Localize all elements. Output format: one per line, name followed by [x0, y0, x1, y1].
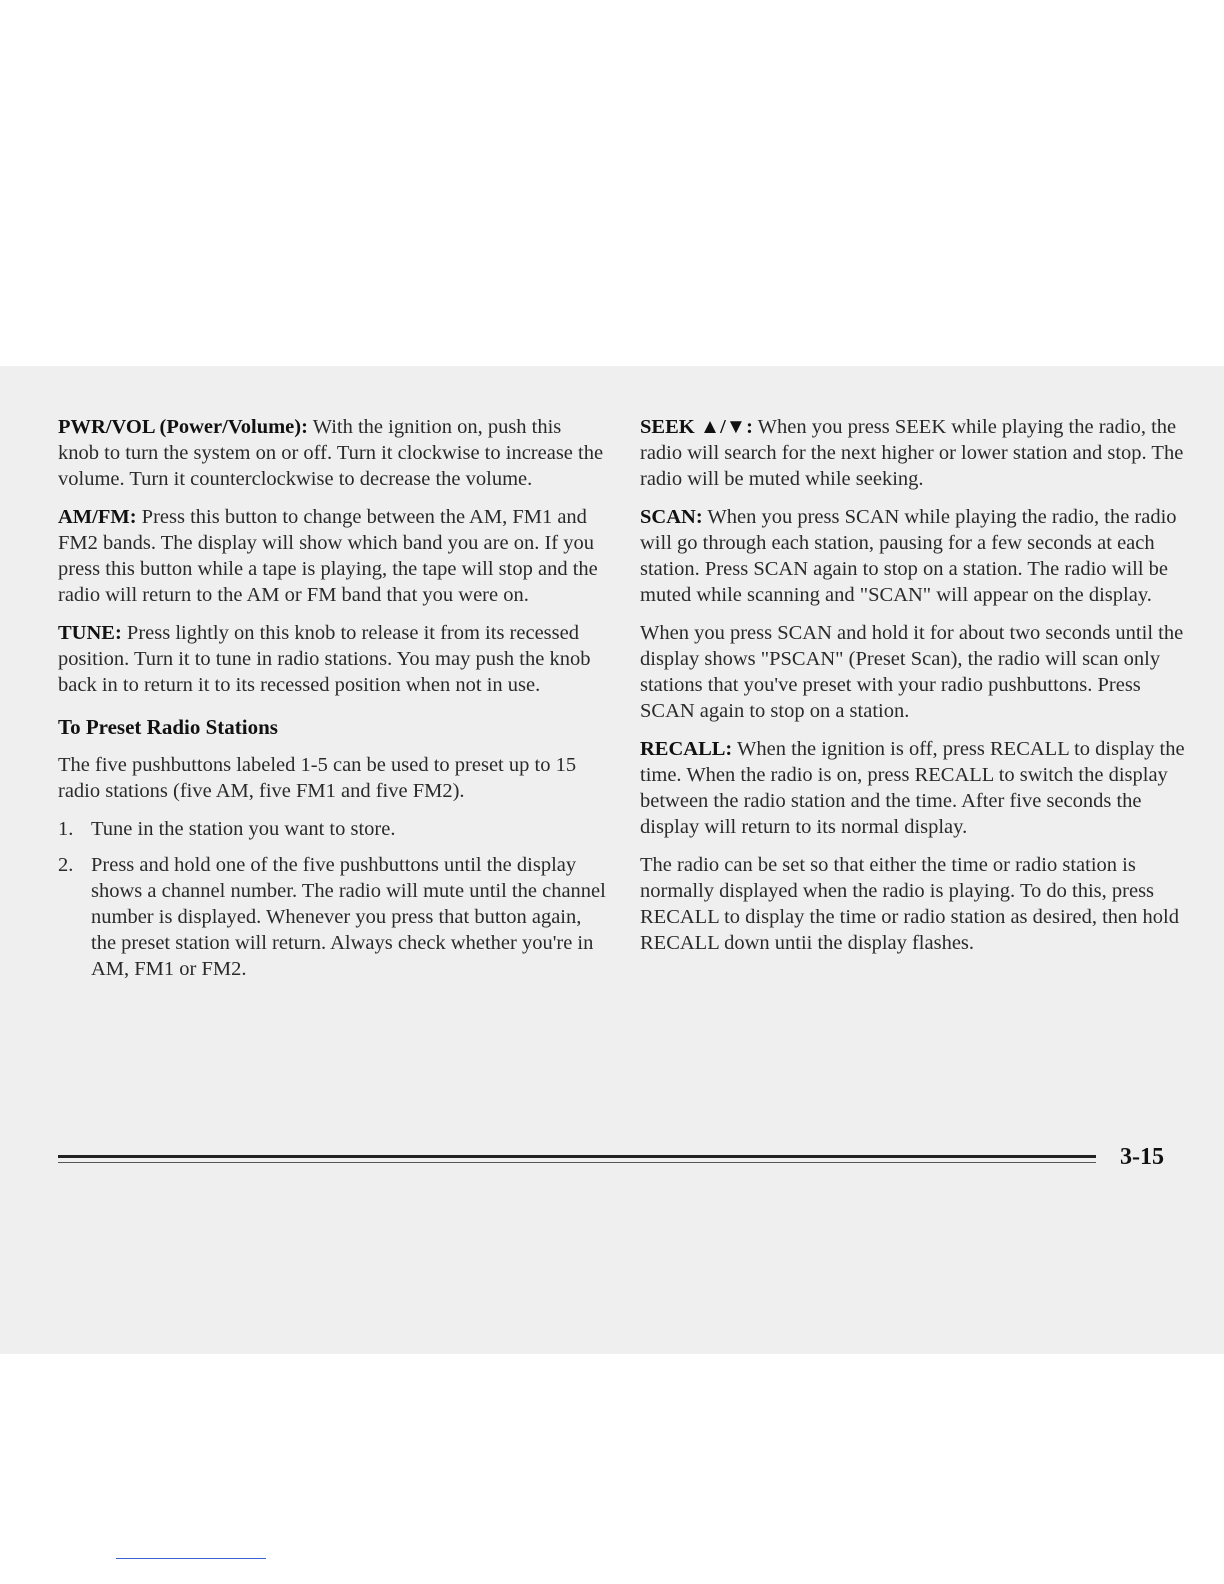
pscan-paragraph: When you press SCAN and hold it for about two seconds until the display shows "PSCAN" (Preset Scan), the radio will scan only stations that you've preset with your radio pushbuttons. Press SCAN again to stop on a station.: [640, 622, 1184, 722]
recall-text: When the ignition is off, press RECALL to display the time. When the radio is on, press RECALL to switch the display between the radio station and the time. After five seconds the display will return to its normal display.: [640, 738, 1185, 838]
am-fm-paragraph: [58, 504, 606, 608]
footer-rule-thin: [58, 1162, 1096, 1163]
pwr-vol-term: PWR/VOL (Power/Volume):: [58, 416, 308, 438]
pwr-vol-paragraph: [58, 414, 606, 492]
recall-term: RECALL:: [640, 738, 733, 760]
page-number: 3-15: [1120, 1144, 1164, 1170]
step-number: 2.: [58, 854, 74, 876]
preset-intro: The five pushbuttons labeled 1-5 can be used to preset up to 15 radio stations (five AM, five FM1 and five FM2).: [58, 754, 577, 802]
seek-text: When you press SEEK while playing the radio, the radio will search for the next higher or lower station and stop. The radio will be muted while seeking.: [640, 416, 1184, 490]
tune-text: Press lightly on this knob to release it from its recessed position. Turn it to tune in radio stations. You may push the knob back in to return it to its recessed position when not in use.: [58, 622, 591, 696]
pwr-vol-text: With the ignition on, push this knob to turn the system on or off. Turn it clockwise to increase the volume. Turn it counterclockwise to decrease the volume.: [58, 416, 604, 490]
step-text: Tune in the station you want to store.: [91, 818, 396, 840]
tune-term: TUNE:: [58, 622, 122, 644]
step-number: 1.: [58, 818, 74, 840]
bottom-divider: [116, 1558, 266, 1559]
list-item: [58, 852, 606, 982]
list-item: [58, 816, 606, 842]
recall-paragraph: [640, 736, 1188, 840]
preset-heading: To Preset Radio Stations: [58, 715, 278, 739]
recall-note-paragraph: The radio can be set so that either the time or radio station is normally displayed when the radio is playing. To do this, press RECALL to display the time or radio station as desired, then hold RECALL down untii the display flashes.: [640, 854, 1179, 954]
scan-text: When you press SCAN while playing the radio, the radio will go through each station, pausing for a few seconds at each station. Press SCAN again to stop on a station. The radio will be muted while scanning and "SCAN" will appear on the display.: [640, 506, 1177, 606]
seek-paragraph: [640, 414, 1188, 492]
preset-steps: [58, 816, 606, 982]
right-column: [640, 414, 1188, 968]
scan-term: SCAN:: [640, 506, 703, 528]
am-fm-text: Press this button to change between the AM, FM1 and FM2 bands. The display will show which band you are on. If you press this button while a tape is playing, the tape will stop and the radio will return to the AM or FM band that you were on.: [58, 506, 598, 606]
footer-rule-thick: [58, 1155, 1096, 1158]
tune-paragraph: [58, 620, 606, 698]
seek-term: SEEK ▲/▼:: [640, 416, 753, 438]
step-text: Press and hold one of the five pushbuttons until the display shows a channel number. The radio will mute until the channel number is displayed. Whenever you press that button again, the preset station will return. Always check whether you're in AM, FM1 or FM2.: [91, 854, 606, 980]
left-column: [58, 414, 606, 992]
am-fm-term: AM/FM:: [58, 506, 137, 528]
scan-paragraph: [640, 504, 1188, 608]
